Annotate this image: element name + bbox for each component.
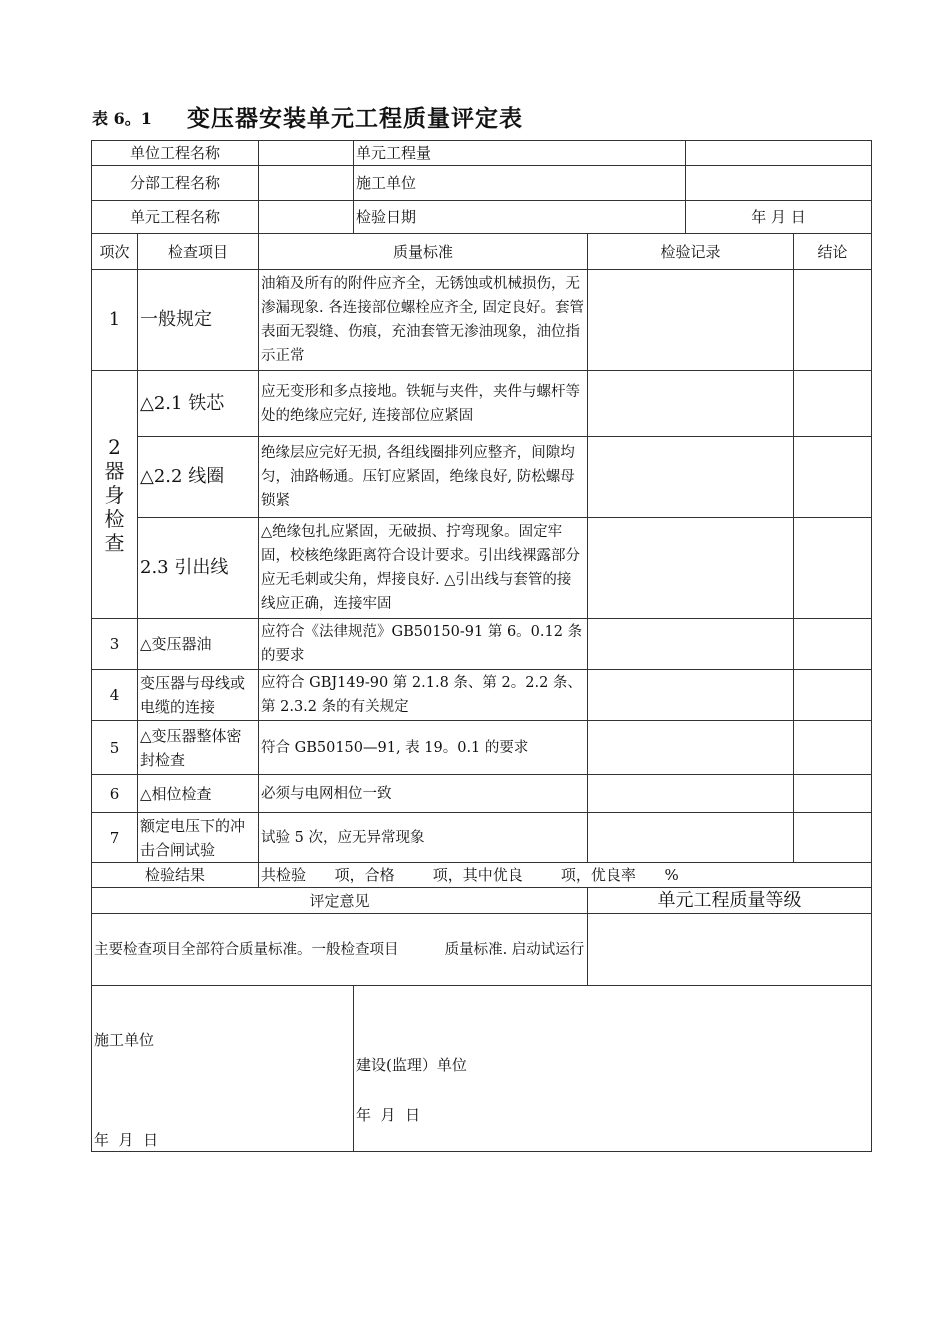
quality-standard: 应符合《法律规范》GB50150-91 第 6。0.12 条的要求 [259,619,588,670]
col-item-no: 项次 [92,234,138,270]
inspection-date-label: 检验日期 [354,201,686,234]
conclusion-cell[interactable] [794,670,872,721]
table-row [92,518,872,619]
quality-standard: 绝缘层应完好无损, 各组线圈排列应整齐，间隙均匀，油路畅通。压钉应紧固，绝缘良好, 防松螺母锁紧 [259,437,588,518]
table-row [92,721,872,775]
quality-evaluation-table [91,140,872,1152]
conclusion-cell[interactable] [794,371,872,437]
construction-unit-signature[interactable] [92,986,354,1152]
table-row [92,775,872,813]
quality-standard: 油箱及所有的附件应齐全，无锈蚀或机械损伤，无渗漏现象. 各连接部位螺栓应齐全, 固定良好。套管表面无裂缝、伤痕，充油套管无渗油现象，油位指示正常 [259,270,588,371]
conclusion-cell[interactable] [794,270,872,371]
item-no: 1 [92,270,138,371]
owner-unit-sign-date: 年 月 日 [356,1106,421,1124]
construction-unit-sign-label: 施工单位 [94,1031,155,1049]
check-item: 额定电压下的冲击合闸试验 [138,813,259,863]
branch-project-name-label: 分部工程名称 [92,166,259,201]
table-row [92,813,872,863]
inspection-record-cell[interactable] [588,270,794,371]
col-inspection-record: 检验记录 [588,234,794,270]
page-title: 变压器安装单元工程质量评定表 [187,105,523,132]
table-row [92,371,872,437]
group-item-no: 2 器 身 检 查 [92,371,138,619]
quality-standard: 试验 5 次，应无异常现象 [259,813,588,863]
inspection-record-cell[interactable] [588,619,794,670]
construction-unit-value[interactable] [686,166,872,201]
item-no: 5 [92,721,138,775]
inspection-record-cell[interactable] [588,437,794,518]
inspection-record-cell[interactable] [588,371,794,437]
title-row [92,100,872,130]
header-row-1 [92,141,872,166]
check-item: △变压器油 [138,619,259,670]
inspection-record-cell[interactable] [588,813,794,863]
inspection-record-cell[interactable] [588,721,794,775]
check-item: △变压器整体密封检查 [138,721,259,775]
table-row [92,270,872,371]
branch-project-name-value[interactable] [259,166,354,201]
unit-element-quantity-label: 单元工程量 [354,141,686,166]
quality-standard: 必须与电网相位一致 [259,775,588,813]
evaluation-opinion-label: 评定意见 [92,888,588,914]
result-row [92,863,872,888]
evaluation-header-row [92,888,872,914]
conclusion-cell[interactable] [794,775,872,813]
construction-unit-sign-date: 年 月 日 [94,1131,159,1149]
construction-unit-label: 施工单位 [354,166,686,201]
owner-unit-signature[interactable] [354,986,872,1152]
quality-standard: 应符合 GBJ149-90 第 2.1.8 条、第 2。2.2 条、第 2.3.2 条的有关规定 [259,670,588,721]
col-quality-standard: 质量标准 [259,234,588,270]
result-text[interactable]: 共检验 项，合格 项，其中优良 项，优良率 % [259,863,872,888]
element-project-name-value[interactable] [259,201,354,234]
col-conclusion: 结论 [794,234,872,270]
quality-standard: 符合 GB50150—91, 表 19。0.1 的要求 [259,721,588,775]
item-no: 6 [92,775,138,813]
evaluation-body-row [92,914,872,986]
inspection-date-value[interactable]: 年 月 日 [686,201,872,234]
table-row [92,619,872,670]
table-row [92,670,872,721]
column-header-row [92,234,872,270]
check-item: △2.1 铁芯 [138,371,259,437]
check-item: 2.3 引出线 [138,518,259,619]
conclusion-cell[interactable] [794,813,872,863]
element-project-name-label: 单元工程名称 [92,201,259,234]
check-item: 一般规定 [138,270,259,371]
header-row-3 [92,201,872,234]
result-label: 检验结果 [92,863,259,888]
check-item: 变压器与母线或电缆的连接 [138,670,259,721]
signature-row [92,986,872,1152]
check-item: △相位检查 [138,775,259,813]
col-check-item: 检查项目 [138,234,259,270]
quality-grade-value[interactable] [588,914,872,986]
evaluation-opinion-text[interactable]: 主要检查项目全部符合质量标准。一般检查项目 质量标准. 启动试运行 [92,914,588,986]
owner-unit-sign-label: 建设(监理）单位 [356,1056,467,1074]
table-number: 表 6。1 [92,109,152,128]
inspection-record-cell[interactable] [588,518,794,619]
conclusion-cell[interactable] [794,437,872,518]
check-item: △2.2 线圈 [138,437,259,518]
conclusion-cell[interactable] [794,721,872,775]
quality-standard: 应无变形和多点接地。铁轭与夹件，夹件与螺杆等处的绝缘应完好, 连接部位应紧固 [259,371,588,437]
unit-project-name-value[interactable] [259,141,354,166]
conclusion-cell[interactable] [794,518,872,619]
item-no: 7 [92,813,138,863]
inspection-record-cell[interactable] [588,670,794,721]
item-no: 4 [92,670,138,721]
conclusion-cell[interactable] [794,619,872,670]
quality-standard: △绝缘包扎应紧固，无破损、拧弯现象。固定牢固，校核绝缘距离符合设计要求。引出线裸露部分应无毛刺或尖角，焊接良好. △引出线与套管的接线应正确，连接牢固 [259,518,588,619]
header-row-2 [92,166,872,201]
inspection-record-cell[interactable] [588,775,794,813]
unit-project-name-label: 单位工程名称 [92,141,259,166]
item-no: 3 [92,619,138,670]
table-row [92,437,872,518]
unit-element-quantity-value[interactable] [686,141,872,166]
quality-grade-label: 单元工程质量等级 [588,888,872,914]
